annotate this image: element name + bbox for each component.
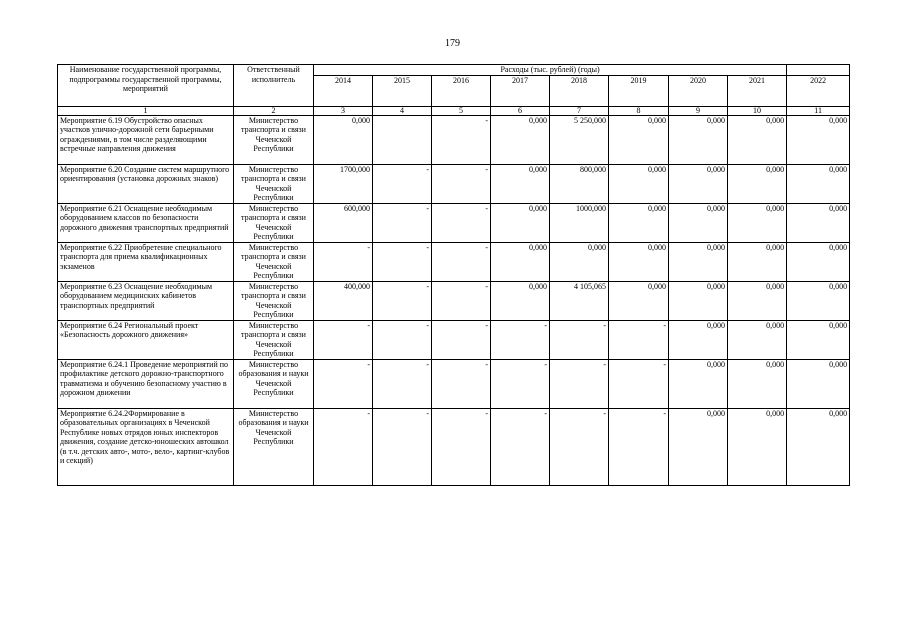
expense-value: 0,000 (787, 203, 850, 242)
column-number: 7 (550, 106, 609, 115)
expense-value: - (432, 320, 491, 359)
expense-value: 0,000 (669, 359, 728, 408)
table-row (58, 115, 850, 164)
table-row (58, 320, 850, 359)
expense-value: - (491, 408, 550, 485)
header-executor-column: Ответственный исполнитель (234, 65, 314, 107)
expense-value: 0,000 (314, 115, 373, 164)
header-year: 2018 (550, 75, 609, 106)
expense-value: - (432, 359, 491, 408)
expense-value: 0,000 (669, 164, 728, 203)
expense-value: - (314, 320, 373, 359)
executor: Министерство транспорта и связи Чеченской Республики (234, 164, 314, 203)
executor: Министерство образования и науки Чеченской Республики (234, 408, 314, 485)
expense-value: 1000,000 (550, 203, 609, 242)
header-name-column: Наименование государственной программы, подпрограммы государственной программы, мероприятий (58, 65, 234, 107)
expense-value: - (373, 320, 432, 359)
expense-value: - (609, 320, 669, 359)
expense-value: - (491, 320, 550, 359)
activity-name: Мероприятие 6.22 Приобретение специального транспорта для приема квалификационных экзаменов (58, 242, 234, 281)
expense-value: 0,000 (669, 320, 728, 359)
executor: Министерство образования и науки Чеченской Республики (234, 359, 314, 408)
header-year: 2015 (373, 75, 432, 106)
expense-value: 0,000 (728, 164, 787, 203)
table-row (58, 242, 850, 281)
activity-name: Мероприятие 6.19 Обустройство опасных участков улично-дорожной сети барьерными ограждениями, в том числе разделяющими встречные направления движения (58, 115, 234, 164)
expense-value: 0,000 (787, 359, 850, 408)
expense-value: 800,000 (550, 164, 609, 203)
header-year: 2016 (432, 75, 491, 106)
expense-value: 0,000 (669, 281, 728, 320)
expense-value: - (432, 281, 491, 320)
expense-value: - (432, 203, 491, 242)
executor: Министерство транспорта и связи Чеченской Республики (234, 320, 314, 359)
expense-value: - (550, 408, 609, 485)
header-year: 2014 (314, 75, 373, 106)
expense-value: 0,000 (728, 281, 787, 320)
expense-value: 0,000 (609, 203, 669, 242)
expense-value: - (373, 281, 432, 320)
column-number: 6 (491, 106, 550, 115)
expense-value: 0,000 (491, 115, 550, 164)
header-expenses-empty (787, 65, 850, 76)
header-year: 2020 (669, 75, 728, 106)
executor: Министерство транспорта и связи Чеченской Республики (234, 242, 314, 281)
column-number: 3 (314, 106, 373, 115)
activity-name: Мероприятие 6.21 Оснащение необходимым оборудованием классов по безопасности дорожного движения транспортных предприятий (58, 203, 234, 242)
expense-value: - (373, 408, 432, 485)
expense-value: 0,000 (609, 281, 669, 320)
column-number: 1 (58, 106, 234, 115)
expense-value: - (491, 359, 550, 408)
expense-value (373, 115, 432, 164)
expense-value: 0,000 (491, 203, 550, 242)
expense-value: 0,000 (609, 164, 669, 203)
page-number: 179 (445, 38, 460, 49)
expense-value: 0,000 (491, 242, 550, 281)
expense-value: 0,000 (669, 242, 728, 281)
table-row (58, 281, 850, 320)
expense-value: - (550, 359, 609, 408)
executor: Министерство транспорта и связи Чеченской Республики (234, 281, 314, 320)
activity-name: Мероприятие 6.24.1 Проведение мероприятий по профилактике детского дорожно-транспортного травматизма и обучению безопасному участию в дорожном движении (58, 359, 234, 408)
expense-value: 0,000 (491, 281, 550, 320)
expense-value: - (432, 408, 491, 485)
expense-value: 1700,000 (314, 164, 373, 203)
table-row (58, 164, 850, 203)
table-row (58, 408, 850, 485)
expense-value: 0,000 (728, 408, 787, 485)
expense-value: - (432, 115, 491, 164)
expense-value: - (373, 164, 432, 203)
expense-value: 0,000 (787, 408, 850, 485)
expense-value: 0,000 (787, 281, 850, 320)
expense-value: 0,000 (609, 115, 669, 164)
expense-value: - (609, 408, 669, 485)
executor: Министерство транспорта и связи Чеченской Республики (234, 115, 314, 164)
expense-value: 4 105,065 (550, 281, 609, 320)
column-number: 2 (234, 106, 314, 115)
header-year: 2017 (491, 75, 550, 106)
expense-value: 0,000 (787, 320, 850, 359)
table-row (58, 203, 850, 242)
expense-value: 0,000 (669, 408, 728, 485)
column-number-row (58, 106, 850, 115)
expense-value: - (609, 359, 669, 408)
header-year: 2021 (728, 75, 787, 106)
activity-name: Мероприятие 6.24.2Формирование в образовательных организациях в Чеченской Республике новых отрядов юных инспекторов движения, создание детско-юношеских автошкол (в т.ч. детских авто-, мото-, вело-, картинг-клубов и секций) (58, 408, 234, 485)
expense-value: 0,000 (491, 164, 550, 203)
expense-value: 0,000 (669, 203, 728, 242)
expense-value: - (314, 359, 373, 408)
expense-value: - (314, 242, 373, 281)
activity-name: Мероприятие 6.20 Создание систем маршрутного ориентирования (установка дорожных знаков) (58, 164, 234, 203)
expense-value: - (432, 164, 491, 203)
expense-value: - (373, 203, 432, 242)
budget-table (57, 64, 850, 486)
expense-value: 0,000 (550, 242, 609, 281)
expense-value: 0,000 (609, 242, 669, 281)
column-number: 4 (373, 106, 432, 115)
activity-name: Мероприятие 6.23 Оснащение необходимым оборудованием медицинских кабинетов транспортных предприятий (58, 281, 234, 320)
table-row (58, 359, 850, 408)
column-number: 8 (609, 106, 669, 115)
expense-value: 5 250,000 (550, 115, 609, 164)
expense-value: 0,000 (728, 242, 787, 281)
header-expenses-group: Расходы (тыс. рублей) (годы) (314, 65, 787, 76)
column-number: 10 (728, 106, 787, 115)
expense-value: 0,000 (787, 242, 850, 281)
expense-value: 0,000 (728, 203, 787, 242)
expense-value: - (432, 242, 491, 281)
activity-name: Мероприятие 6.24 Региональный проект «Безопасность дорожного движения» (58, 320, 234, 359)
header-year: 2022 (787, 75, 850, 106)
column-number: 9 (669, 106, 728, 115)
expense-value: - (373, 242, 432, 281)
column-number: 11 (787, 106, 850, 115)
expense-value: 0,000 (787, 164, 850, 203)
expense-value: - (314, 408, 373, 485)
expense-value: - (373, 359, 432, 408)
expense-value: 0,000 (787, 115, 850, 164)
expense-value: 400,000 (314, 281, 373, 320)
expense-value: - (550, 320, 609, 359)
column-number: 5 (432, 106, 491, 115)
expense-value: 600,000 (314, 203, 373, 242)
expense-value: 0,000 (728, 320, 787, 359)
executor: Министерство транспорта и связи Чеченской Республики (234, 203, 314, 242)
expense-value: 0,000 (728, 115, 787, 164)
expense-value: 0,000 (669, 115, 728, 164)
expense-value: 0,000 (728, 359, 787, 408)
header-year: 2019 (609, 75, 669, 106)
